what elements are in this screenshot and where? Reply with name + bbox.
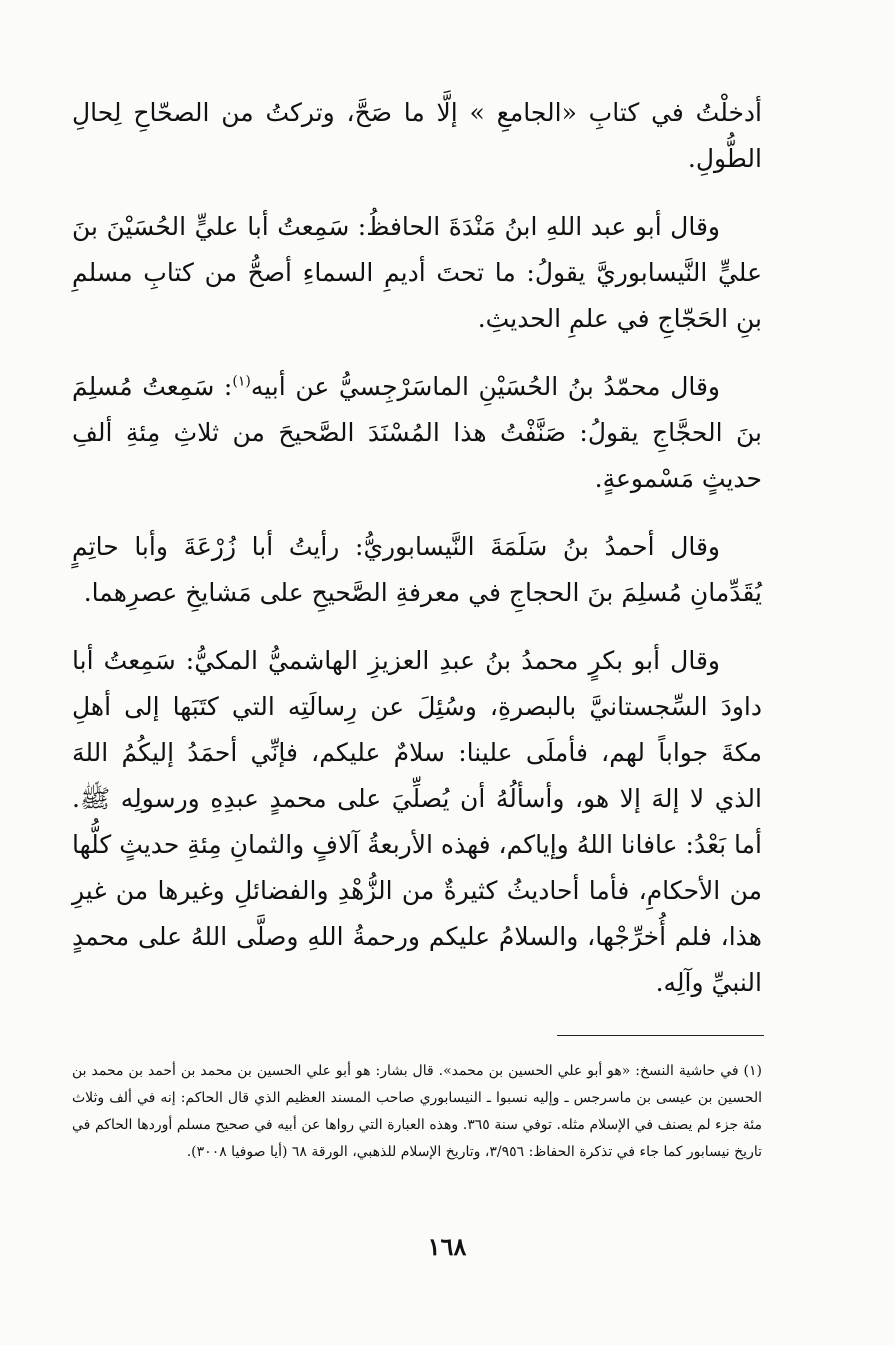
paragraph-2: وقال أبو عبد اللهِ ابنُ مَنْدَةَ الحافظُ: سَمِعتُ أبا عليٍّ الحُسَيْنَ بنَ عليٍّ النَّيسابوريَّ يقولُ: ما تحتَ أديمِ السماءِ أصحُّ من كتابِ مسلمِ بنِ الحَجّاجِ في علمِ الحديثِ. bbox=[72, 212, 762, 333]
paragraph-3 bbox=[72, 364, 762, 502]
paragraph-5: وقال أبو بكرٍ محمدُ بنُ عبدِ العزيزِ الهاشميُّ المكيُّ: سَمِعتُ أبا داودَ السِّجستانيَّ بالبصرةِ، وسُئِلَ عن رِسالَتِه التي كتَبَها إلى أهلِ مكةَ جواباً لهم، فأملَى علينا: سلامٌ عليكم، فإنِّي أحمَدُ إليكُمُ اللهَ الذي لا إلهَ إلا هو، وأسألُهُ أن يُصلِّيَ على محمدٍ عبدِهِ ورسولِه ﷺ. أما بَعْدُ: عافانا اللهُ وإياكم، فهذه الأربعةُ آلافٍ والثمانِ مِئةِ حديثٍ كلُّها من الأحكامِ، فأما أحاديثُ كثيرةٌ من الزُّهْدِ والفضائلِ وغيرها من غيرِ هذا، فلم أُخرِّجْها، والسلامُ عليكم ورحمةُ اللهِ وصلَّى اللهُ على محمدٍ النبيِّ وآلِه. bbox=[72, 646, 762, 997]
footnote-divider bbox=[557, 1035, 764, 1036]
footnote-text: (١) في حاشية النسخ: «هو أبو علي الحسين بن محمد». قال بشار: هو أبو علي الحسين بن محمد بن أحمد بن محمد بن الحسين بن عيسى بن ماسرجس ـ وإليه نسبوا ـ النيسابوري صاحب المسند العظيم الذي قال الحاكم: إنه في ألف وثلاث مئة جزء لم يصنف في الإسلام مثله. توفي سنة ٣٦٥. وهذه العبارة التي رواها عن أبيه في صحيح مسلم أوردها الحاكم في تاريخ نيسابور كما جاء في تذكرة الحفاظ: ٣/٩٥٦، وتاريخ الإسلام للذهبي، الورقة ٦٨ (أيا صوفيا ٣٠٠٨). bbox=[72, 1063, 762, 1160]
footnote-reference: (١) bbox=[232, 373, 251, 390]
paragraph-4: وقال أحمدُ بنُ سَلَمَةَ النَّيسابوريُّ: رأيتُ أبا زُرْعَةَ وأبا حاتِمٍ يُقَدِّمانِ مُسلِمَ بنَ الحجاجِ في معرفةِ الصَّحيحِ على مَشايخِ عصرِهما. bbox=[72, 532, 762, 607]
page-number: ١٦٨ bbox=[427, 1232, 467, 1261]
paragraph-3-text-after: : سَمِعتُ مُسلِمَ بنَ الحجَّاجِ يقولُ: صَنَّفْتُ هذا المُسْنَدَ الصَّحيحَ من ثلاثِ مِئةِ ألفِ حديثٍ مَسْموعةٍ. bbox=[72, 372, 762, 493]
main-text-body bbox=[72, 90, 762, 1028]
paragraph-1: أدخلْتُ في كتابِ «الجامعِ » إلَّا ما صَحَّ، وتركتُ من الصحّاحِ لِحالِ الطُّولِ. bbox=[72, 98, 762, 173]
paragraph-3-text-before: وقال محمّدُ بنُ الحُسَيْنِ الماسَرْجِسيُّ عن أبيه bbox=[250, 372, 720, 401]
